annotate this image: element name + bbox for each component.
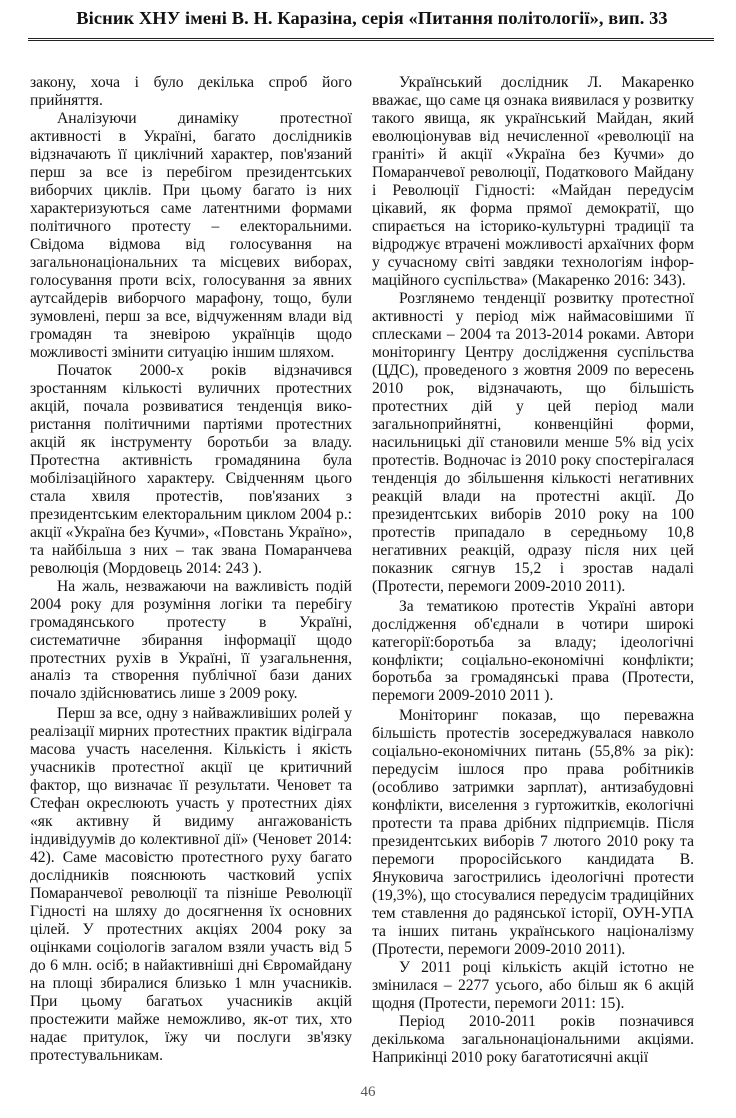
right-column: [372, 74, 694, 1067]
paragraph: За тематикою протестів Україні автори дослідження об'єднали в чотири широкі категорії:боротьба за владу; ідеологічні конфлікти; соціально-економічні конфлікти; боротьба за громадянські права (Протести, перемоги 2009-2010 2011 ).: [372, 597, 694, 705]
paragraph: На жаль, незважаючи на важливість подій 2004 року для розуміння логіки та перебігу громадянського протесту в Україні, систематичне збирання інформації щодо протестних рухів в Україні, її узагальнення, аналіз та створення публічної бази даних почало здійснюватись лише з 2009 року.: [30, 577, 352, 703]
paragraph: закону, хоча і було декілька спроб його прийняття.: [30, 74, 352, 109]
paragraph: Початок 2000-х років відзначився зростанням кількості вуличних протестних акцій, почала розвиватися тенденція вико-ристання політичними партіями протестних акцій як інструменту боротьби за владу. Протестна активність громадянина була мобілізаційного характеру. Свідченням цього стала хвиля протестів, пов'язаних з президентським електоральним циклом 2004 р.: акції «Україна без Кучми», «Повстань Україно», та найбільша з них – так звана Помаранчева революція (Мордовець 2014: 243 ).: [30, 361, 352, 577]
page-number: 46: [360, 1084, 376, 1100]
paragraph: Моніторинг показав, що переважна більшість протестів зосереджувалася навколо соціально-економічних питань (55,8% за рік): передусім ішлося про права робітників (особливо затримки зарплат), антизабудовні конфлікти, виселення з гуртожитків, екологічні протести та права дрібних підприємців. Після президентських виборів 7 лютого 2010 року та перемоги проросійського кандидата В. Януковича загострились ідеологічні протести (19,3%), що стосувалися передусім традиційних тем ставлення до радянської історії, ОУН-УПА та інших питань українського націоналізму (Протести, перемоги 2009-2010 2011).: [372, 707, 694, 959]
paragraph: Аналізуючи динаміку протестної активності в Україні, багато дослідників відзначають її циклічний характер, пов'язаний перш за все із перебігом президентських виборчих циклів. При цьому багато із них характеризуються саме латентними формами політичного протесту – електоральними. Свідома відмова від голосування на загальнонаціональних та місцевих виборах, голосування проти всіх, голосування за явних аутсайдерів виборчого марафону, тощо, були зумовлені, перш за все, відчуженням влади від громадян та зневірою українців щодо можливості змінити ситуацію іншим шляхом.: [30, 109, 352, 361]
paragraph: Розглянемо тенденції розвитку протестної активності у період між наймасовішими її сплесками – 2004 та 2013-2014 роками. Автори моніторингу Центру дослідження суспільства (ЦДС), проведеного з жовтня 2009 по вересень 2010 рок, відзначають, що більшість протестних дій у цей період мали загальноприйнятні, конвенційні форми, насильницькі дії становили менше 5% від усіх протестів. Водночас із 2010 року спостерігалася тенденція до збільшення кількості негативних реакцій влади на протестні акції. До президентських виборів 2010 року на 100 протестів припадало в середньому 10,8 негативних реакцій, одразу після них цей показник сягнув 15,2 і зростав надалі (Протести, перемоги 2009-2010 2011).: [372, 289, 694, 595]
paragraph: Український дослідник Л. Макаренко вважає, що саме ця ознака виявилася у розвитку такого явища, як український Майдан, який еволюціонував від нечисленної «революції на граніті» й акції «Україна без Кучми» до Помаранчевої революції, Податкового Майдану і Революції Гідності: «Майдан передусім цікавий, як форма прямої демократії, що спирається на історико-культурні традиції та відроджує втрачені можливості архаїчних форм у сучасному світі завдяки технологіям інфор-маційного суспільства» (Макаренко 2016: 343).: [372, 74, 694, 289]
paragraph: Перш за все, одну з найважливіших ролей у реалізації мирних протестних практик відіграла масова участь населення. Кількість і якість учасників протестної акції це критичний фактор, що визначає її результати. Ченовет та Стефан окреслюють участь у протестних діях «як активну й видиму ангажованість індивідуумів до колективної дії» (Ченовет 2014: 42). Саме масовістю протестного руху багато дослідників пояснюють частковий успіх Помаранчевої революції та пізніше Революції Гідності на шляху до досягнення їх основних цілей. У протестних акціях 2004 року за оцінками соціологів загалом взяли участь від 5 до 6 млн. осіб; в найактивніші дні Євромайдану на площі збиралися близько 1 млн учасників. При цьому багатьох учасників акцій простежити майже неможливо, як-от тих, хто надає притулок, їжу чи послуги зв'язку протестувальникам.: [30, 705, 352, 1065]
paragraph: У 2011 році кількість акцій істотно не змінилася – 2277 усього, або більш як 6 акцій щодня (Протести, перемоги 2011: 15).: [372, 959, 694, 1013]
paragraph: Період 2010-2011 років позначився декількома загальнонаціональними акціями. Наприкінці 2010 року багатотисячні акції: [372, 1013, 694, 1067]
left-column: [30, 74, 352, 1065]
journal-header: Вісник ХНУ імені В. Н. Каразіна, серія «Питання політології», вип. 33: [76, 8, 668, 28]
header-rule: [28, 38, 714, 41]
